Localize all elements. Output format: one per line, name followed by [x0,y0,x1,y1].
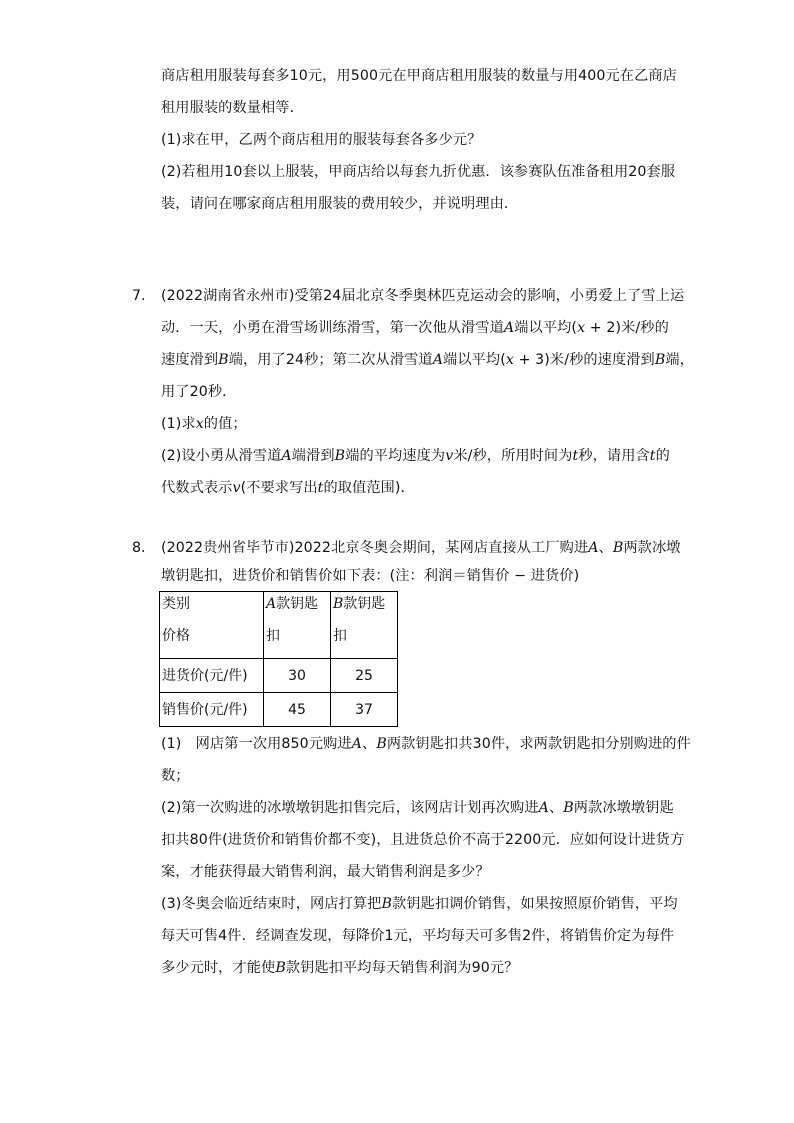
q6-part-2-line-2: 装，请问在哪家商店租用服装的费用较少，并说明理由． [161,196,519,212]
q6-text-line-1: 商店租用服装每套多10元，用500元在甲商店租用服装的数量与用400元在乙商店 [161,68,677,84]
q6-part-2-line-1: (2)若租用10套以上服装，甲商店给以每套九折优惠．该参赛队伍准备租用20套服 [161,164,676,180]
header-cell-b: B款钥匙 扣 [331,592,398,659]
q7-number: 7. [132,288,146,304]
q7-text-line-4: 用了20秒． [161,384,237,400]
cell-a-value: 45 [264,693,331,727]
q7-text-line-2: 动．一天，小勇在滑雪场训练滑雪，第一次他从滑雪道A端以平均(x + 2)米/秒的 [161,320,669,336]
q7-text-line-1: (2022湖南省永州市)受第24届北京冬季奥林匹克运动会的影响，小勇爱上了雪上运 [161,288,685,304]
q7-part-2-line-1: (2)设小勇从滑雪道A端滑到B端的平均速度为v米/秒，所用时间为t秒，请用含t的 [161,448,670,464]
q8-part-1-line-2: 数； [161,768,190,784]
row-label: 销售价(元/件) [160,693,264,727]
q7-part-1: (1)求x的值； [161,416,247,432]
q6-text-line-2: 租用服装的数量相等． [161,100,304,116]
q8-part-2-line-3: 案，才能获得最大销售利润，最大销售利润是多少？ [161,864,490,880]
row-label: 进货价(元/件) [160,659,264,693]
q8-number: 8. [132,540,146,556]
table-row [160,693,398,727]
price-table [159,591,398,727]
cell-b-value: 25 [331,659,398,693]
header-cell-category: 类别 价格 [160,592,264,659]
header-cell-a: A款钥匙 扣 [264,592,331,659]
q7-part-2-line-2: 代数式表示v(不要求写出t的取值范围)． [161,480,415,496]
q8-part-1-line-1: (1) 网店第一次用850元购进A、B两款钥匙扣共30件，求两款钥匙扣分别购进的件 [161,736,691,752]
table-header-row [160,592,398,659]
q8-part-3-line-2: 每天可售4件．经调查发现，每降价1元，平均每天可多售2件，将销售价定为每件 [161,928,675,944]
q7-text-line-3: 速度滑到B端，用了24秒；第二次从滑雪道A端以平均(x + 3)米/秒的速度滑到B端， [161,352,694,368]
q8-part-2-line-2: 扣共80件(进货价和销售价都不变)，且进货总价不高于2200元．应如何设计进货方 [161,832,685,848]
q6-part-1: (1)求在甲，乙两个商店租用的服装每套各多少元？ [161,132,482,148]
q8-part-2-line-1: (2)第一次购进的冰墩墩钥匙扣售完后，该网店计划再次购进A、B两款冰墩墩钥匙 [161,800,674,816]
cell-a-value: 30 [264,659,331,693]
q8-part-3-line-3: 多少元时，才能使B款钥匙扣平均每天销售利润为90元？ [161,960,519,976]
q8-part-3-line-1: (3)冬奥会临近结束时，网店打算把B款钥匙扣调价销售，如果按照原价销售，平均 [161,896,678,912]
table-row [160,659,398,693]
q8-text-line-2: 墩钥匙扣，进货价和销售价如下表：(注：利润＝销售价 − 进货价) [161,568,580,584]
cell-b-value: 37 [331,693,398,727]
q8-text-line-1: (2022贵州省毕节市)2022北京冬奥会期间，某网店直接从工厂购进A、B两款冰墩 [161,540,681,556]
